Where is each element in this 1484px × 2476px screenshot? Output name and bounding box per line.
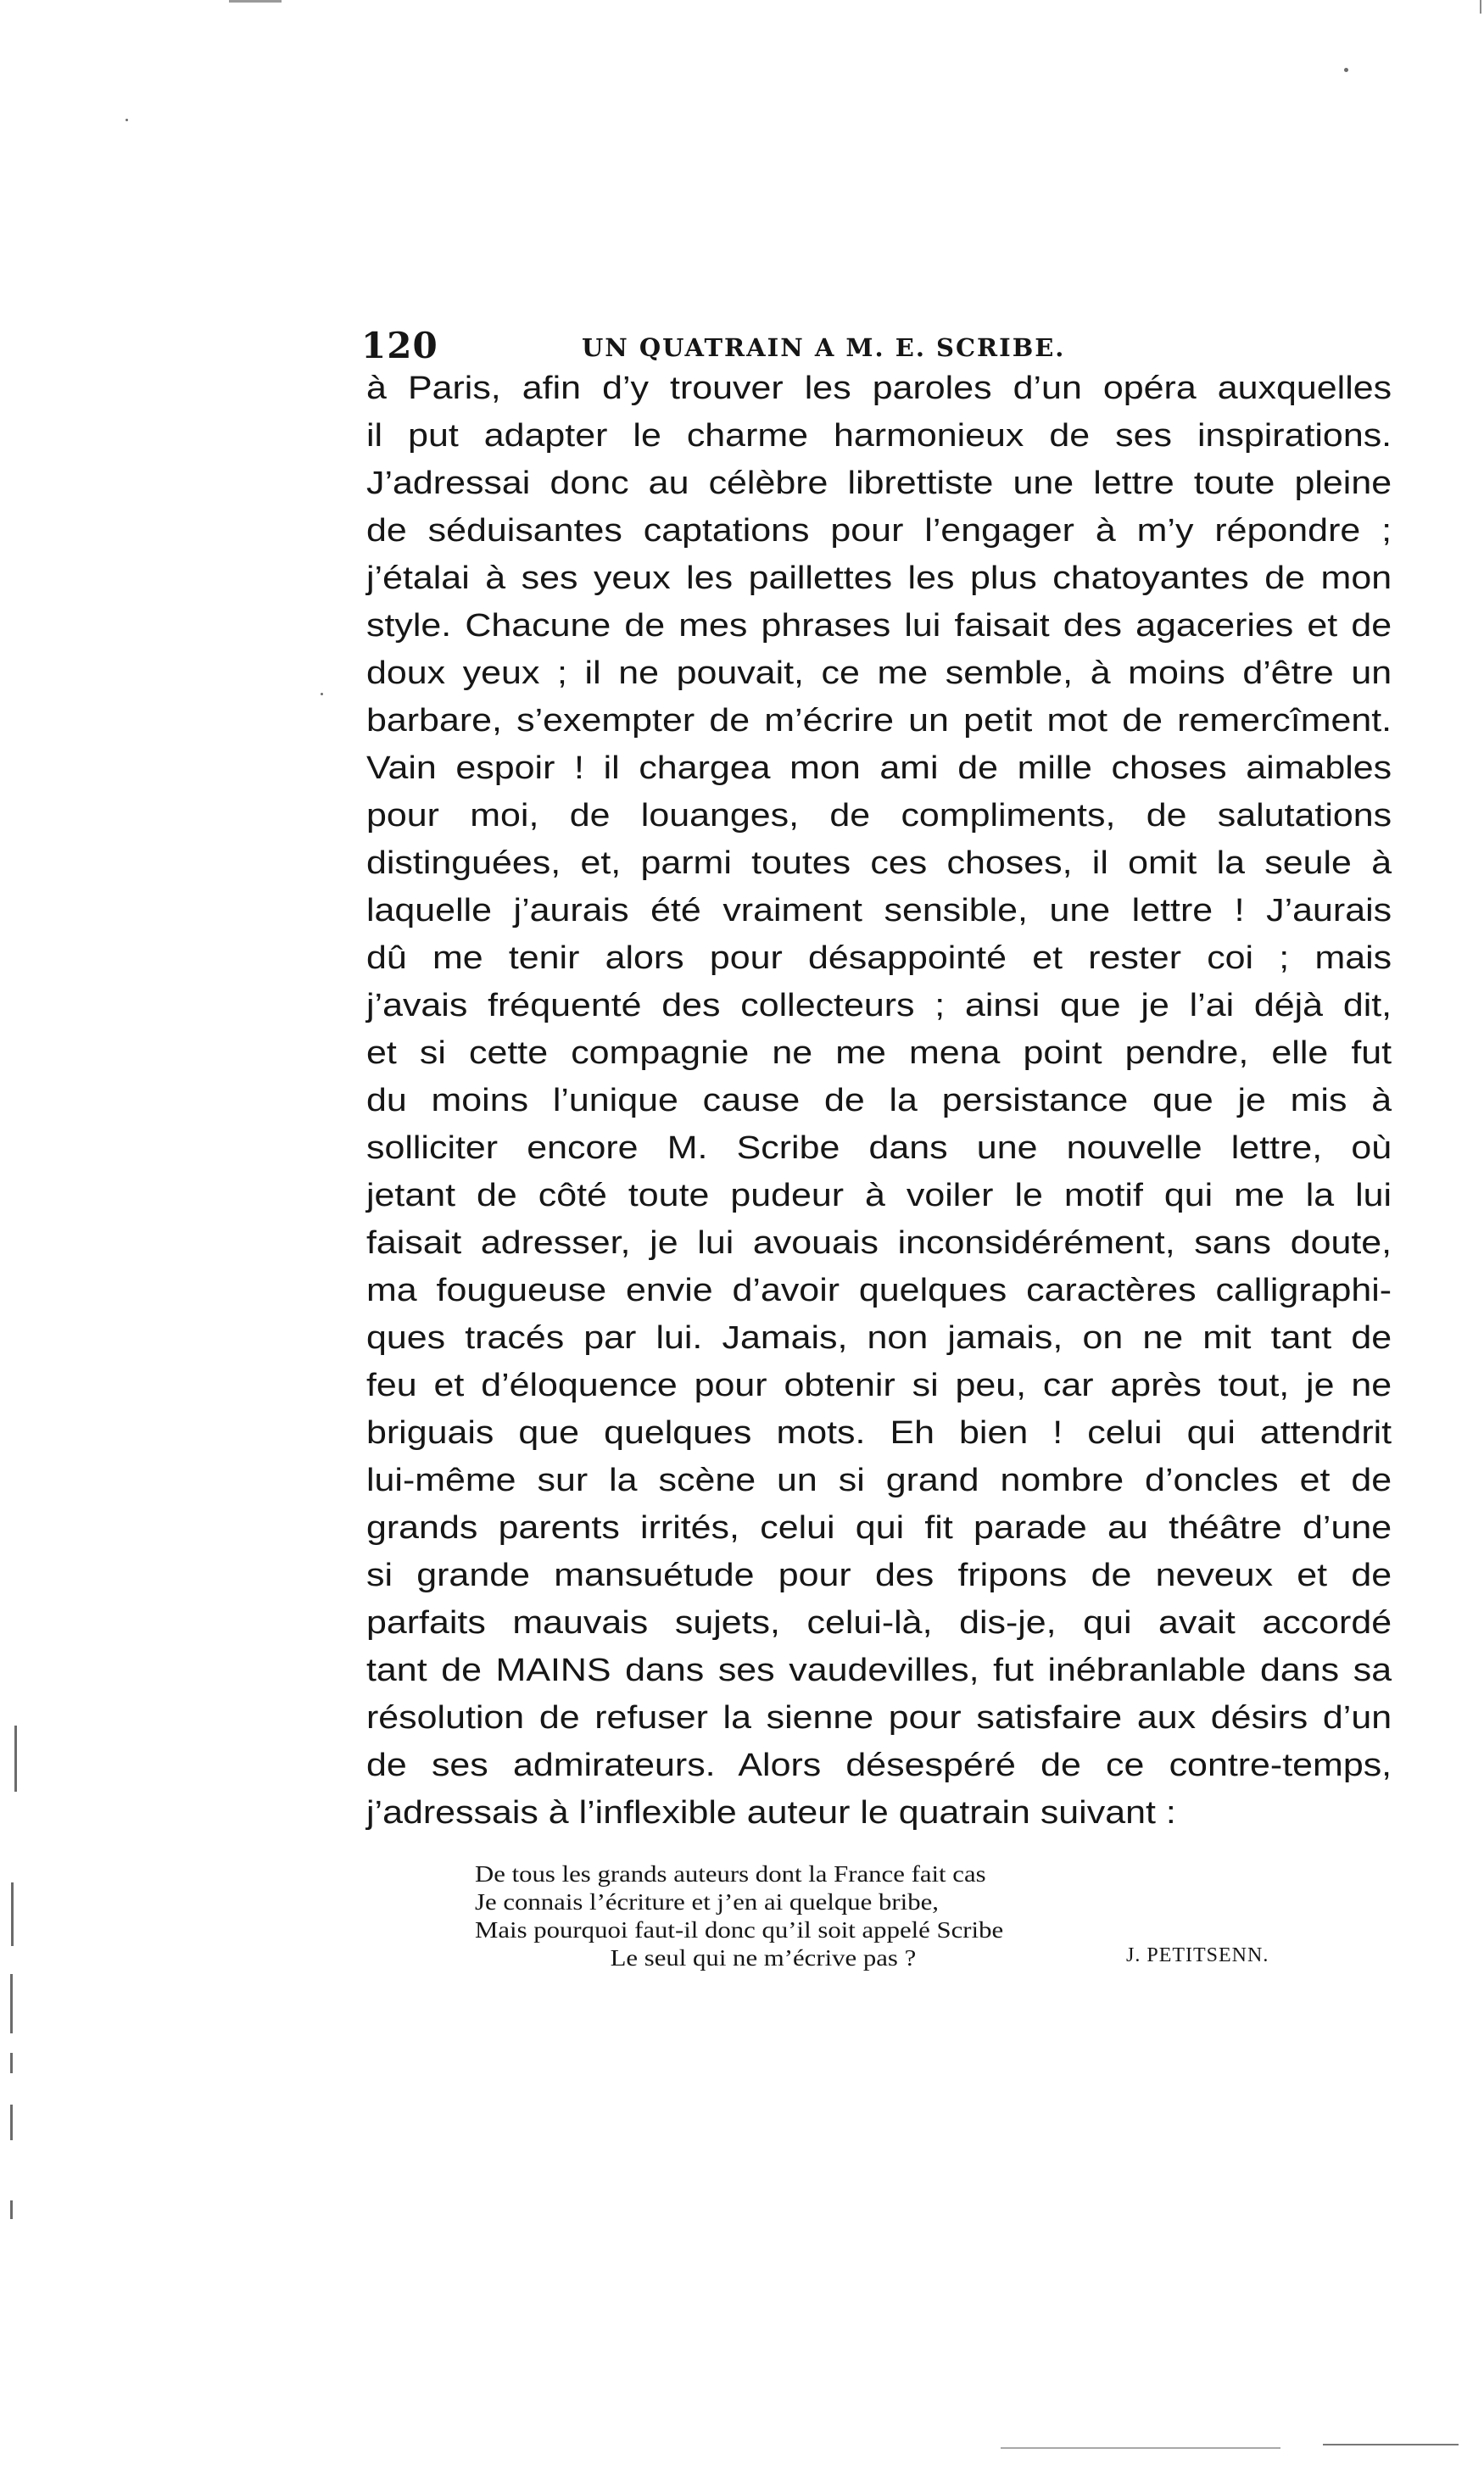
binding-edge-mark (10, 1974, 13, 2033)
text-line: jetant de côté toute pudeur à voiler le motif qui me la lui (366, 1178, 1392, 1213)
text-line: parfaits mauvais sujets, celui-là, dis-je, qui avait accordé (366, 1605, 1392, 1641)
binding-edge-mark (10, 2200, 13, 2219)
text-line: à Paris, afin d’y trouver les paroles d’un opéra auxquelles (366, 371, 1392, 406)
scan-speck (321, 693, 323, 695)
binding-edge-mark (11, 1882, 14, 1946)
quatrain (475, 1860, 1209, 1972)
text-line: du moins l’unique cause de la persistance que je mis à (366, 1083, 1392, 1118)
scan-edge-mark (1001, 2447, 1280, 2449)
text-line: si grande mansuétude pour des fripons de neveux et de (366, 1558, 1392, 1593)
quatrain-line: Mais pourquoi faut-il donc qu’il soit appelé Scribe (475, 1917, 1004, 1943)
text-line: de ses admirateurs. Alors désespéré de ce contre-temps, (366, 1748, 1392, 1783)
text-line: résolution de refuser la sienne pour satisfaire aux désirs d’un (366, 1700, 1392, 1736)
text-line: faisait adresser, je lui avouais inconsidérément, sans doute, (366, 1225, 1392, 1261)
quatrain-line: De tous les grands auteurs dont la France fait cas (475, 1861, 986, 1887)
text-line: distinguées, et, parmi toutes ces choses, il omit la seule à (366, 845, 1392, 881)
text-line: et si cette compagnie ne me mena point pendre, elle fut (366, 1035, 1392, 1071)
text-line: briguais que quelques mots. Eh bien ! celui qui attendrit (366, 1415, 1392, 1451)
text-line: j’adressais à l’inflexible auteur le quatrain suivant : (366, 1795, 1176, 1831)
scan-edge-mark (1480, 0, 1481, 14)
quatrain-line: Le seul qui ne m’écrive pas ? (610, 1945, 917, 1971)
body-text (366, 365, 1392, 1837)
text-line: Vain espoir ! il chargea mon ami de mille choses aimables (366, 750, 1392, 786)
binding-edge-mark (14, 1726, 17, 1792)
text-line: pour moi, de louanges, de compliments, de salutations (366, 798, 1392, 834)
text-line: feu et d’éloquence pour obtenir si peu, car après tout, je ne (366, 1368, 1392, 1403)
text-line: ma fougueuse envie d’avoir quelques caractères calligraphi- (366, 1273, 1392, 1308)
text-line: dû me tenir alors pour désappointé et rester coi ; mais (366, 940, 1392, 976)
signature: J. PETITSENN. (1126, 1944, 1269, 1966)
page-header (361, 325, 1175, 367)
running-head: UN QUATRAIN A M. E. SCRIBE. (582, 333, 1066, 362)
text-line: tant de MAINS dans ses vaudevilles, fut inébranlable dans sa (366, 1653, 1392, 1688)
binding-edge-mark (10, 2105, 13, 2140)
text-line: j’avais fréquenté des collecteurs ; ainsi que je l’ai déjà dit, (366, 988, 1392, 1023)
scan-speck (126, 119, 128, 121)
scan-edge-mark (229, 0, 282, 3)
text-line: barbare, s’exempter de m’écrire un petit mot de remercîment. (366, 703, 1392, 739)
page-number: 120 (361, 325, 438, 366)
text-line: laquelle j’aurais été vraiment sensible, une lettre ! J’aurais (366, 893, 1392, 928)
text-line: style. Chacune de mes phrases lui faisait des agaceries et de (366, 608, 1392, 644)
text-line: grands parents irrités, celui qui fit parade au théâtre d’une (366, 1510, 1392, 1546)
text-line: j’étalai à ses yeux les paillettes les plus chatoyantes de mon (366, 560, 1392, 596)
binding-edge-mark (10, 2053, 13, 2073)
scan-edge-mark (1323, 2444, 1459, 2445)
text-line: doux yeux ; il ne pouvait, ce me semble, à moins d’être un (366, 655, 1392, 691)
scan-speck (1344, 68, 1348, 72)
text-line: ques tracés par lui. Jamais, non jamais, on ne mit tant de (366, 1320, 1392, 1356)
text-line: J’adressai donc au célèbre librettiste une lettre toute pleine (366, 466, 1392, 501)
text-line: lui-même sur la scène un si grand nombre d’oncles et de (366, 1463, 1392, 1498)
quatrain-line: Je connais l’écriture et j’en ai quelque bribe, (475, 1889, 939, 1915)
text-line: il put adapter le charme harmonieux de ses inspirations. (366, 418, 1392, 454)
text-line: solliciter encore M. Scribe dans une nouvelle lettre, où (366, 1130, 1392, 1166)
text-line: de séduisantes captations pour l’engager à m’y répondre ; (366, 513, 1392, 549)
